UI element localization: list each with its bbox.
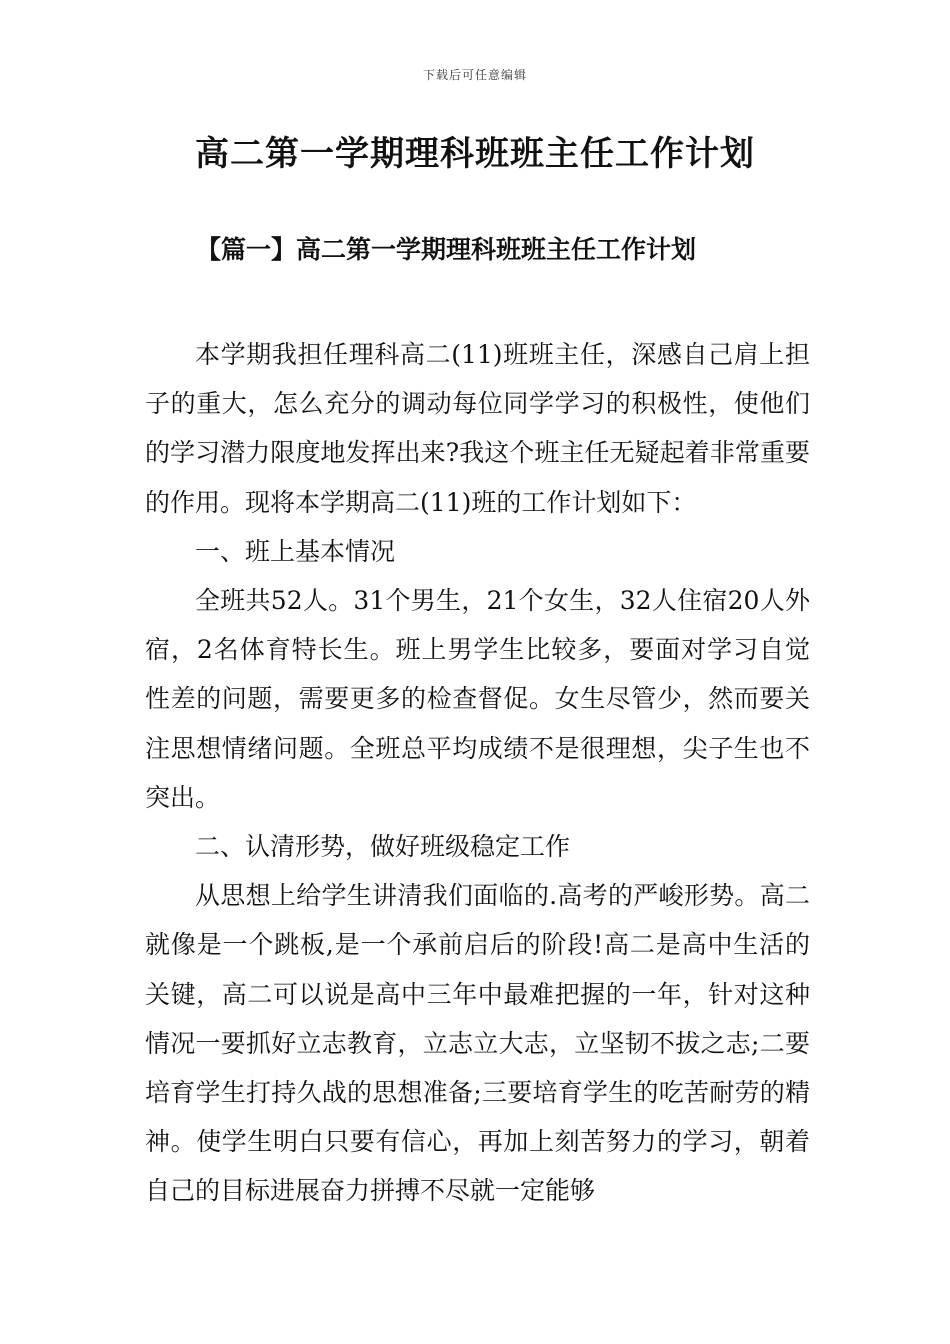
section-heading-1: 一、班上基本情况	[195, 536, 396, 566]
section-heading-2: 二、认清形势，做好班级稳定工作	[195, 832, 571, 862]
document-title: 高二第一学期理科班班主任工作计划	[195, 134, 755, 174]
header-note: 下载后可任意编辑	[422, 68, 527, 82]
section-2-paragraph: 从思想上给学生讲清我们面临的.高考的严峻形势。高二就像是一个跳板,是一个承前启后的阶段!高二是高中生活的关键，高二可以说是高中三年中最难把握的一年，针对这种情况一要抓好立志教育，立志立大志，立坚韧不拔之志;二要培育学生打持久战的思想准备;三要培育学生的吃苦耐劳的精神。使学生明白只要有信心，再加上刻苦努力的学习，朝着自己的目标进展奋力拼搏不尽就一定能够	[145, 881, 810, 1206]
section-1-paragraph: 全班共52人。31个男生，21个女生，32人住宿20人外宿，2名体育特长生。班上男学生比较多，要面对学习自觉性差的问题，需要更多的检查督促。女生尽管少，然而要关注思想情绪问题。全班总平均成绩不是很理想，尖子生也不突出。	[145, 586, 810, 812]
intro-paragraph: 本学期我担任理科高二(11)班班主任，深感自己肩上担子的重大，怎么充分的调动每位同学学习的积极性，使他们的学习潜力限度地发挥出来?我这个班主任无疑起着非常重要的作用。现将本学期高二(11)班的工作计划如下：	[145, 340, 810, 517]
document-body	[145, 330, 810, 1216]
section-subtitle: 【篇一】高二第一学期理科班班主任工作计划	[196, 235, 697, 264]
